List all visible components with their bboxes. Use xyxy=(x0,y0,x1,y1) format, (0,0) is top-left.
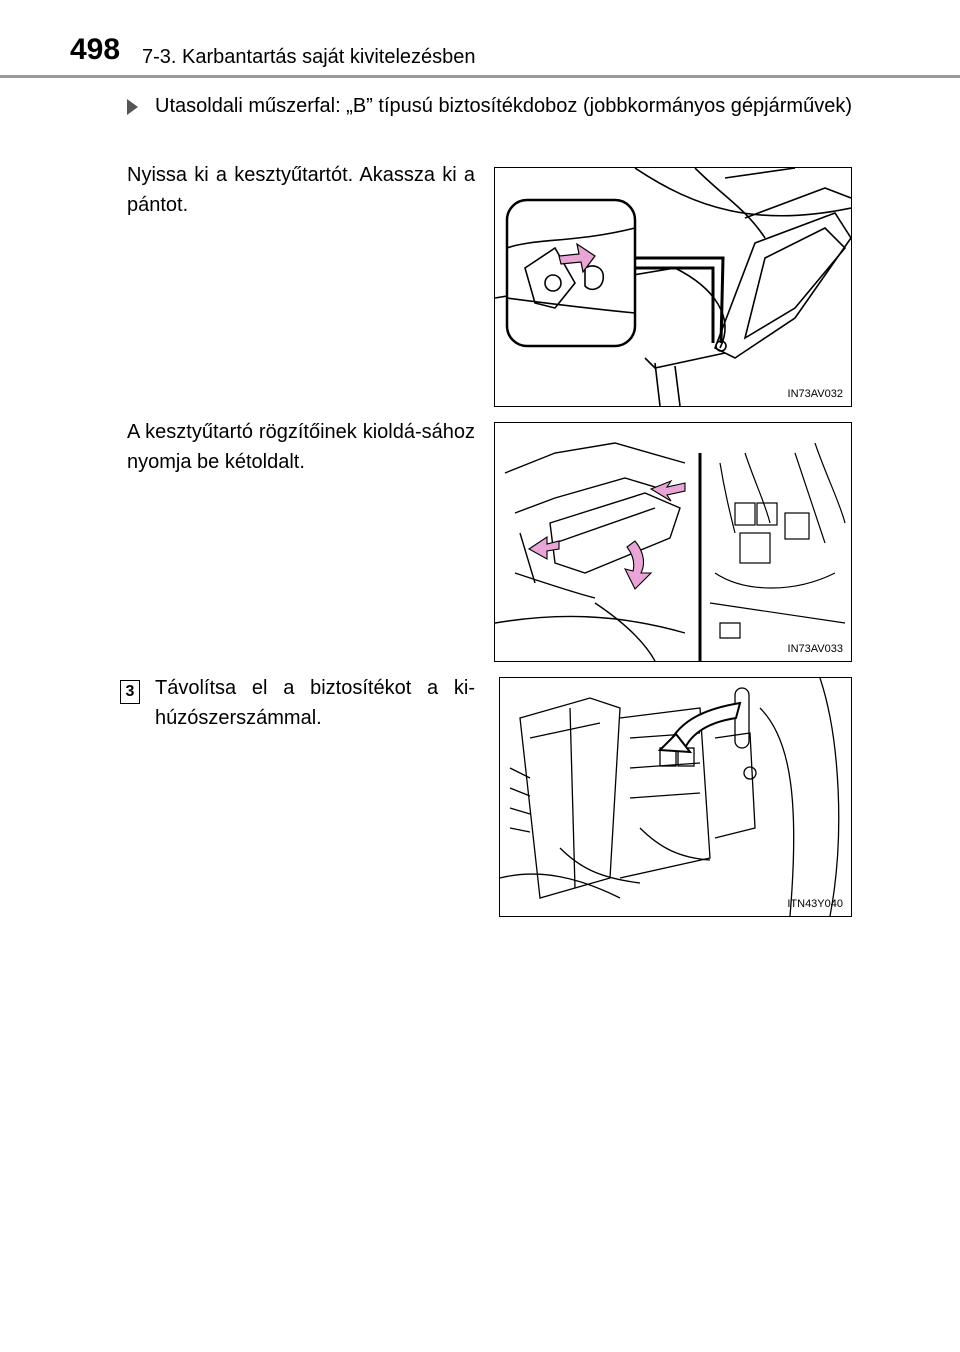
figure-code: IN73AV033 xyxy=(787,643,843,655)
header-divider xyxy=(0,75,960,78)
pink-arrow-icon xyxy=(625,541,651,589)
step-3-text: Távolítsa el a biztosítékot a ki-húzószerszámmal. xyxy=(155,677,475,729)
figure-glovebox-release xyxy=(494,422,852,662)
step-2-text: A kesztyűtartó rögzítőinek kioldá-sához nyomja be kétoldalt. xyxy=(127,421,475,473)
glovebox-strap-illustration-icon xyxy=(495,168,851,406)
triangle-bullet-icon xyxy=(127,99,138,115)
fuse-puller-illustration-icon xyxy=(500,678,851,916)
bullet-heading: Utasoldali műszerfal: „B” típusú biztosítékdoboz (jobbkormányos gépjárművek) xyxy=(155,95,852,117)
step-1-text: Nyissa ki a kesztyűtartót. Akassza ki a pántot. xyxy=(127,164,475,216)
figure-code: ITN43Y040 xyxy=(787,898,843,910)
section-title: 7-3. Karbantartás saját kivitelezésben xyxy=(142,46,476,68)
figure-glovebox-strap xyxy=(494,167,852,407)
figure-fuse-puller xyxy=(499,677,852,917)
glovebox-release-illustration-icon xyxy=(495,423,851,661)
page-number: 498 xyxy=(70,33,121,66)
step-number-badge: 3 xyxy=(120,680,140,704)
figure-code: IN73AV032 xyxy=(787,388,843,400)
